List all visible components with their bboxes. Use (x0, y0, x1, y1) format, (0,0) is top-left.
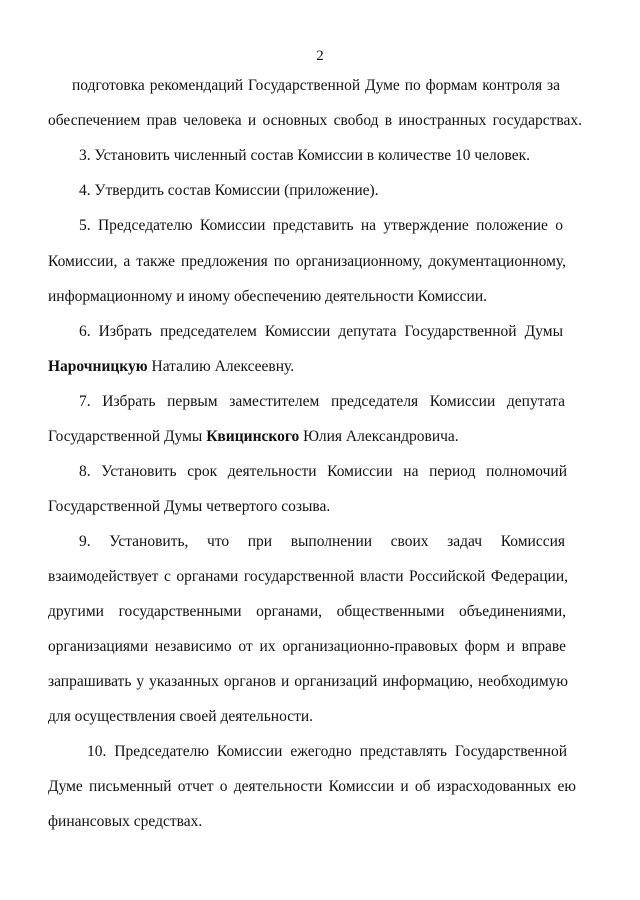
paragraph-line: подготовка рекомендаций Государственной Думе по формам контроля за (72, 77, 560, 94)
paragraph-line: 3. Установить численный состав Комиссии в количестве 10 человек. (79, 147, 531, 164)
deputy-name-rest: Юлия Александровича. (299, 428, 459, 445)
paragraph-line: для осуществления своей деятельности. (48, 708, 314, 725)
paragraph-line: обеспечением прав человека и основных свобод в иностранных государствах. (48, 112, 582, 129)
paragraph-line: 7. Избрать первым заместителем председателя Комиссии депутата (79, 393, 565, 410)
paragraph-line: 10. Председателю Комиссии ежегодно представлять Государственной (87, 743, 567, 760)
deputy-prefix: Государственной Думы (48, 428, 207, 445)
paragraph-line: финансовых средствах. (48, 813, 203, 830)
paragraph-line: 8. Установить срок деятельности Комиссии на период полномочий (79, 463, 567, 480)
paragraph-line: Комиссии, а также предложения по организационному, документационному, (48, 253, 566, 270)
paragraph-line: 4. Утвердить состав Комиссии (приложение). (79, 182, 379, 199)
paragraph-line: 5. Председателю Комиссии представить на утверждение положение о (79, 217, 563, 234)
deputy-name-rest: Наталию Алексеевну. (147, 358, 295, 375)
paragraph-line: Думе письменный отчет о деятельности Комиссии и об израсходованных ею (48, 778, 576, 795)
paragraph-line: 6. Избрать председателем Комиссии депутата Государственной Думы (79, 323, 563, 340)
paragraph-line: другими государственными органами, общественными объединениями, (48, 603, 566, 620)
paragraph-line: взаимодействует с органами государственной власти Российской Федерации, (48, 568, 568, 585)
deputy-surname: Квицинского (206, 428, 300, 445)
paragraph-line: 9. Установить, что при выполнении своих задач Комиссия (79, 533, 565, 550)
page-number: 2 (316, 48, 324, 64)
paragraph-line: Государственной Думы четвертого созыва. (48, 498, 331, 515)
paragraph-line (48, 427, 588, 447)
paragraph-line (48, 357, 588, 377)
deputy-surname: Нарочницкую (48, 358, 148, 375)
paragraph-line: организациями независимо от их организационно-правовых форм и вправе (48, 638, 566, 655)
paragraph-line: информационному и иному обеспечению деятельности Комиссии. (48, 288, 487, 305)
paragraph-line: запрашивать у указанных органов и организаций информацию, необходимую (48, 673, 568, 690)
